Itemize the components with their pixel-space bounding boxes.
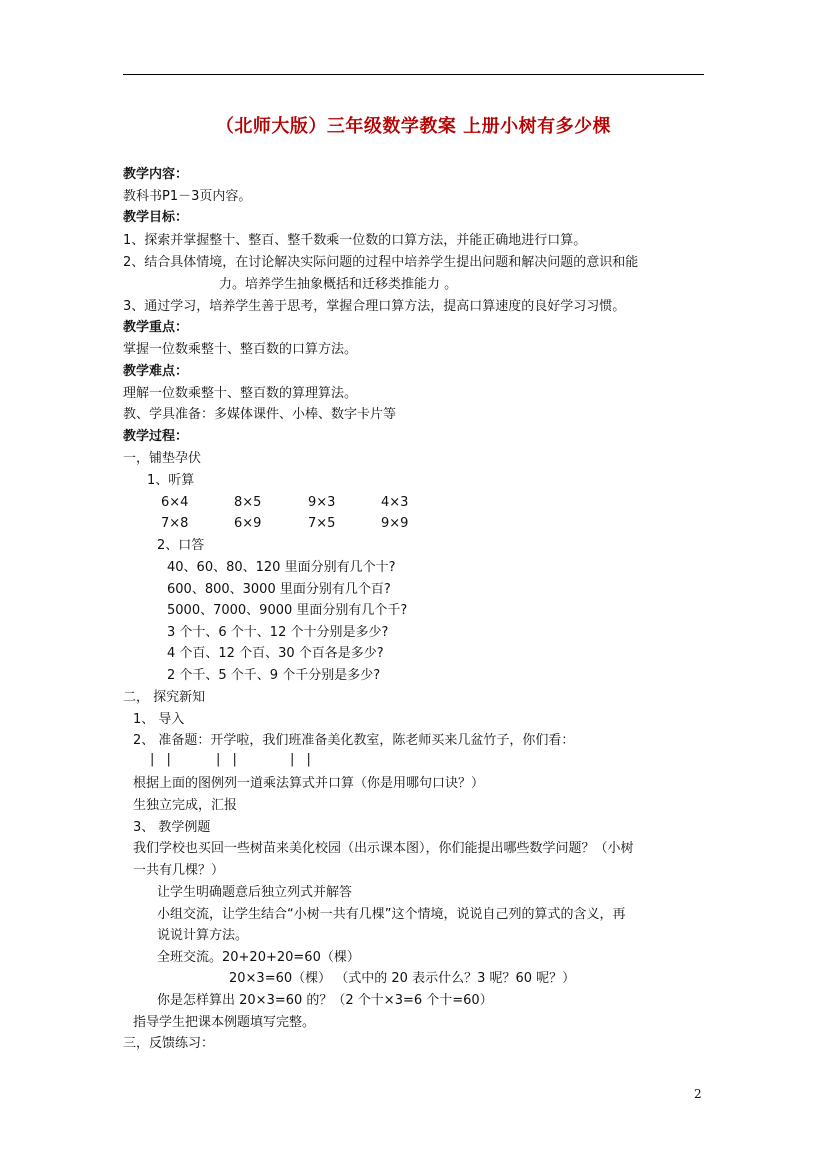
part2-example-text: 全班交流。20+20+20=60（棵） xyxy=(157,950,360,965)
part1-heading: 一，铺垫孕伏 xyxy=(123,451,202,466)
goal-2: 2、结合具体情境，在讨论解决实际问题的过程中培养学生提出问题和解决问题的意识和能 xyxy=(123,255,639,270)
page-number: 2 xyxy=(694,1087,702,1101)
oral-question: 2 个千、5 个千、9 个千分别是多少? xyxy=(167,668,381,683)
header-rule xyxy=(123,74,704,75)
bamboo-bars-icon: | | xyxy=(216,752,241,767)
oral-question: 40、60、80、120 里面分别有几个十? xyxy=(167,560,396,575)
content-heading: 教学内容： xyxy=(123,167,189,182)
key-text: 掌握一位数乘整十、整百数的口算方法。 xyxy=(123,342,358,357)
content-text: 教科书P1－3页内容。 xyxy=(123,189,252,204)
part2-step-1: 1、 导入 xyxy=(133,712,185,727)
oral-question: 3 个十、6 个十、12 个十分别是多少? xyxy=(167,625,389,640)
part2-example-text: 说说计算方法。 xyxy=(157,928,249,943)
mental-math-item: 7×5 xyxy=(308,516,336,531)
part2-example-text: 指导学生把课本例题填写完整。 xyxy=(133,1015,316,1030)
page-title: （北师大版）三年级数学教案 上册小树有多少棵 xyxy=(215,116,612,137)
part3-heading: 三，反馈练习： xyxy=(123,1036,215,1051)
bamboo-bars-icon: | | xyxy=(290,752,315,767)
part2-example-text: 我们学校也买回一些树苗来美化校园（出示课本图），你们能提出哪些数学问题？（小树 xyxy=(133,841,634,856)
oral-question: 4 个百、12 个百、30 个百各是多少? xyxy=(167,646,384,661)
part2-heading: 二， 探究新知 xyxy=(123,690,206,705)
oral-question: 600、800、3000 里面分别有几个百? xyxy=(167,582,391,597)
difficulty-heading: 教学难点： xyxy=(123,364,189,379)
part2-example-text: 20×3=60（棵） （式中的 20 表示什么？3 呢？60 呢？） xyxy=(229,971,576,986)
oral-question: 5000、7000、9000 里面分别有几个千? xyxy=(167,603,408,618)
part2-step-3: 3、 教学例题 xyxy=(133,820,211,835)
part1-sub2: 2、口答 xyxy=(157,538,205,553)
goals-heading: 教学目标： xyxy=(123,210,189,225)
goal-3: 3、通过学习，培养学生善于思考，掌握合理口算方法，提高口算速度的良好学习习惯。 xyxy=(123,299,626,314)
part2-example-text: 让学生明确题意后独立列式并解答 xyxy=(157,885,353,900)
part2-step-2a: 根据上面的图例列一道乘法算式并口算（你是用哪句口诀？） xyxy=(133,776,485,791)
tools-text: 教、学具准备：多媒体课件、小棒、数字卡片等 xyxy=(123,407,397,422)
mental-math-item: 6×4 xyxy=(161,495,189,510)
key-heading: 教学重点： xyxy=(123,320,189,335)
bamboo-bars-icon: | | xyxy=(150,752,175,767)
mental-math-item: 9×3 xyxy=(308,495,336,510)
mental-math-item: 4×3 xyxy=(381,495,409,510)
part2-example-text: 一共有几棵？） xyxy=(133,863,225,878)
goal-2-continued: 力。培养学生抽象概括和迁移类推能力 。 xyxy=(219,277,458,292)
mental-math-item: 6×9 xyxy=(234,516,262,531)
part2-example-text: 你是怎样算出 20×3=60 的？（2 个十×3=6 个十=60） xyxy=(157,993,493,1008)
part1-sub1: 1、听算 xyxy=(147,473,195,488)
mental-math-item: 7×8 xyxy=(161,516,189,531)
goal-1: 1、探索并掌握整十、整百、整千数乘一位数的口算方法，并能正确地进行口算。 xyxy=(123,233,587,248)
mental-math-item: 9×9 xyxy=(381,516,409,531)
difficulty-text: 理解一位数乘整十、整百数的算理算法。 xyxy=(123,386,358,401)
part2-step-2: 2、 准备题：开学啦，我们班准备美化教室，陈老师买来几盆竹子，你们看： xyxy=(133,733,575,748)
process-heading: 教学过程： xyxy=(123,429,189,444)
part2-example-text: 小组交流，让学生结合“小树一共有几棵”这个情境，说说自己列的算式的含义，再 xyxy=(157,907,626,922)
mental-math-item: 8×5 xyxy=(234,495,262,510)
part2-step-2b: 生独立完成，汇报 xyxy=(133,798,238,813)
